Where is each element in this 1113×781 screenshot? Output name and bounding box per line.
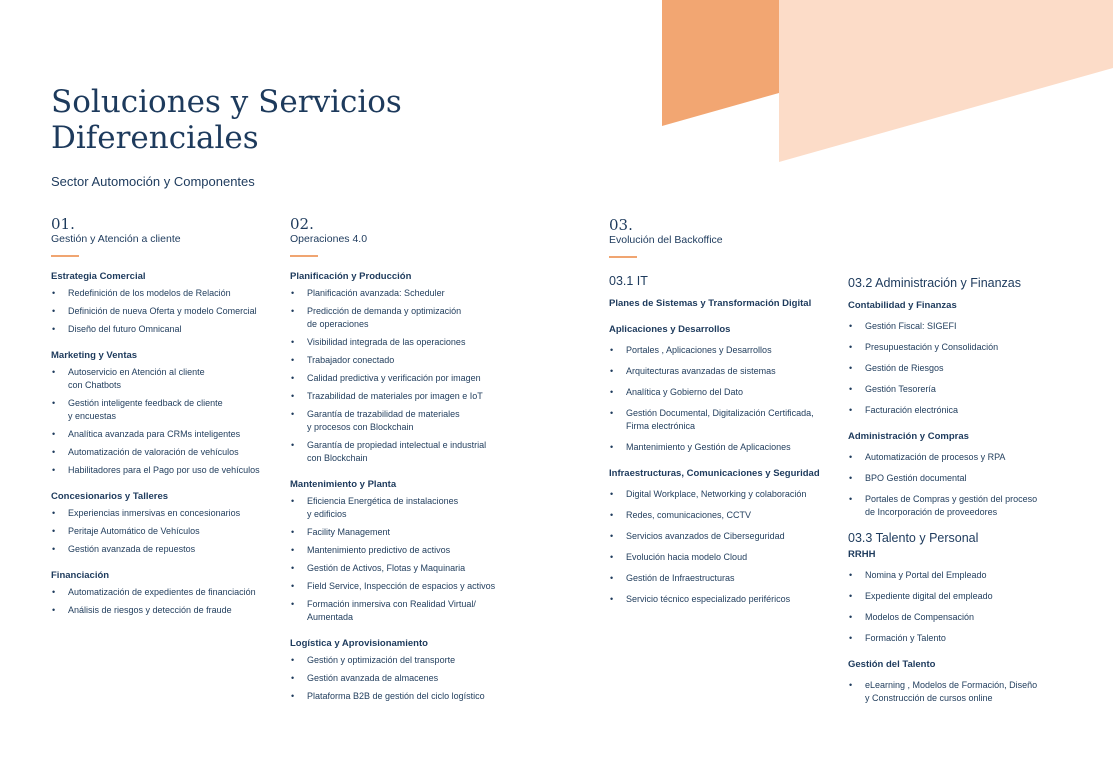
section-title: Evolución del Backoffice: [609, 234, 723, 246]
service-list: [51, 507, 283, 556]
service-group: [290, 479, 520, 624]
list-item: • Arquitecturas avanzadas de sistemas: [609, 365, 839, 378]
subsection-title: 03.2 Administración y Finanzas: [848, 276, 1022, 290]
list-item: • Automatización de expedientes de financiación: [51, 586, 283, 599]
list-item: • Gestión Tesorería: [848, 383, 1088, 396]
service-list: [290, 495, 520, 624]
group-heading: Planificación y Producción: [290, 271, 412, 282]
service-list: [609, 488, 839, 606]
service-group: [848, 431, 1088, 519]
service-list: [848, 320, 1088, 417]
column-1: [51, 216, 283, 622]
group-heading: Aplicaciones y Desarrollos: [609, 324, 731, 335]
subsection-title: 03.1 IT: [609, 274, 648, 288]
group-list: [51, 271, 283, 617]
list-item: • Gestión Fiscal: SIGEFI: [848, 320, 1088, 333]
service-list: [290, 287, 520, 465]
list-item: • Automatización de valoración de vehículos: [51, 446, 283, 459]
list-item: • Gestión de Riesgos: [848, 362, 1088, 375]
service-group: [51, 491, 283, 556]
group-heading: Gestión del Talento: [848, 659, 936, 670]
list-item: • Analítica y Gobierno del Dato: [609, 386, 839, 399]
subsection-title: 03.3 Talento y Personal: [848, 531, 979, 545]
service-group: [609, 298, 839, 310]
list-item: • Gestión avanzada de almacenes: [290, 672, 520, 685]
service-group: [848, 549, 1088, 645]
group-heading: Contabilidad y Finanzas: [848, 300, 957, 311]
service-list: [290, 654, 520, 703]
list-item: • Portales , Aplicaciones y Desarrollos: [609, 344, 839, 357]
list-item: • Trabajador conectado: [290, 354, 520, 367]
list-item: • Field Service, Inspección de espacios y activos: [290, 580, 520, 593]
service-group: [848, 659, 1088, 705]
section-title: Operaciones 4.0: [290, 233, 368, 245]
page-subtitle: Sector Automoción y Componentes: [51, 174, 255, 189]
service-list: [609, 344, 839, 454]
service-list: [848, 451, 1088, 519]
list-item: • Análisis de riesgos y detección de fraude: [51, 604, 283, 617]
list-item: • Trazabilidad de materiales por imagen e IoT: [290, 390, 520, 403]
list-item: • Peritaje Automático de Vehículos: [51, 525, 283, 538]
list-item: • Servicios avanzados de Ciberseguridad: [609, 530, 839, 543]
list-item: • Habilitadores para el Pago por uso de vehículos: [51, 464, 283, 477]
service-group: [51, 271, 283, 336]
list-item: • Presupuestación y Consolidación: [848, 341, 1088, 354]
list-item: • Gestión y optimización del transporte: [290, 654, 520, 667]
list-item: • Definición de nueva Oferta y modelo Comercial: [51, 305, 283, 318]
service-list: [848, 679, 1088, 705]
group-heading: Estrategia Comercial: [51, 271, 146, 282]
list-item: • Plataforma B2B de gestión del ciclo logístico: [290, 690, 520, 703]
group-heading: Mantenimiento y Planta: [290, 479, 397, 490]
service-group: [290, 638, 520, 703]
list-item: • Eficiencia Energética de instalaciones y edificios: [290, 495, 520, 521]
service-group: [609, 324, 839, 454]
group-heading: Logística y Aprovisionamiento: [290, 638, 428, 649]
list-item: • Automatización de procesos y RPA: [848, 451, 1088, 464]
orange-shape: [662, 0, 779, 126]
list-item: • Gestión avanzada de repuestos: [51, 543, 283, 556]
list-item: • Gestión Documental, Digitalización Certificada, Firma electrónica: [609, 407, 839, 433]
list-item: • Servicio técnico especializado periféricos: [609, 593, 839, 606]
list-item: • Redes, comunicaciones, CCTV: [609, 509, 839, 522]
list-item: • Analítica avanzada para CRMs inteligentes: [51, 428, 283, 441]
list-item: • Diseño del futuro Omnicanal: [51, 323, 283, 336]
page-title: [51, 84, 402, 156]
group-heading: Concesionarios y Talleres: [51, 491, 169, 502]
group-list: [848, 300, 1088, 519]
list-item: • Facturación electrónica: [848, 404, 1088, 417]
list-item: • Redefinición de los modelos de Relación: [51, 287, 283, 300]
group-list: [290, 271, 520, 703]
accent-divider: [290, 255, 318, 257]
service-group: [848, 300, 1088, 417]
accent-divider: [51, 255, 79, 257]
group-heading: Planes de Sistemas y Transformación Digital: [609, 298, 812, 309]
group-heading: Financiación: [51, 570, 110, 581]
section-title: Gestión y Atención a cliente: [51, 233, 181, 245]
list-item: • Portales de Compras y gestión del proceso de Incorporación de proveedores: [848, 493, 1088, 519]
section-number: 03.: [609, 216, 633, 234]
title-line-2: Diferenciales: [51, 120, 259, 156]
list-item: • Evolución hacia modelo Cloud: [609, 551, 839, 564]
column-2: [290, 216, 520, 708]
list-item: • Facility Management: [290, 526, 520, 539]
section-number: 01.: [51, 215, 75, 233]
list-item: • Formación inmersiva con Realidad Virtual/ Aumentada: [290, 598, 520, 624]
list-item: • Visibilidad integrada de las operaciones: [290, 336, 520, 349]
list-item: • Autoservicio en Atención al cliente con Chatbots: [51, 366, 283, 392]
peach-shape: [779, 0, 1113, 162]
list-item: • Experiencias inmersivas en concesionarios: [51, 507, 283, 520]
list-item: • Nomina y Portal del Empleado: [848, 569, 1088, 582]
list-item: • Mantenimiento predictivo de activos: [290, 544, 520, 557]
list-item: • BPO Gestión documental: [848, 472, 1088, 485]
list-item: • eLearning , Modelos de Formación, Diseño y Construcción de cursos online: [848, 679, 1088, 705]
list-item: • Garantía de trazabilidad de materiales y procesos con Blockchain: [290, 408, 520, 434]
list-item: • Garantía de propiedad intelectual e industrial con Blockchain: [290, 439, 520, 465]
list-item: • Calidad predictiva y verificación por imagen: [290, 372, 520, 385]
group-heading: Marketing y Ventas: [51, 350, 138, 361]
list-item: • Mantenimiento y Gestión de Aplicaciones: [609, 441, 839, 454]
group-heading: Administración y Compras: [848, 431, 969, 442]
service-group: [290, 271, 520, 465]
column-4: [848, 276, 1088, 713]
service-list: [51, 287, 283, 336]
list-item: • Gestión de Activos, Flotas y Maquinaria: [290, 562, 520, 575]
service-list: [51, 366, 283, 477]
list-item: • Digital Workplace, Networking y colaboración: [609, 488, 839, 501]
service-list: [848, 569, 1088, 645]
service-group: [609, 468, 839, 606]
group-heading: RRHH: [848, 549, 876, 560]
service-group: [51, 350, 283, 477]
group-list: [848, 549, 1088, 705]
list-item: • Gestión de Infraestructuras: [609, 572, 839, 585]
service-list: [51, 586, 283, 617]
accent-divider: [609, 256, 637, 258]
service-group: [51, 570, 283, 617]
list-item: • Predicción de demanda y optimización de operaciones: [290, 305, 520, 331]
list-item: • Planificación avanzada: Scheduler: [290, 287, 520, 300]
list-item: • Modelos de Compensación: [848, 611, 1088, 624]
list-item: • Gestión inteligente feedback de cliente y encuestas: [51, 397, 283, 423]
list-item: • Formación y Talento: [848, 632, 1088, 645]
list-item: • Expediente digital del empleado: [848, 590, 1088, 603]
column-3: [609, 217, 839, 614]
section-number: 02.: [290, 215, 314, 233]
group-list: [609, 298, 839, 606]
title-line-1: Soluciones y Servicios: [51, 84, 402, 120]
group-heading: Infraestructuras, Comunicaciones y Seguridad: [609, 468, 820, 479]
